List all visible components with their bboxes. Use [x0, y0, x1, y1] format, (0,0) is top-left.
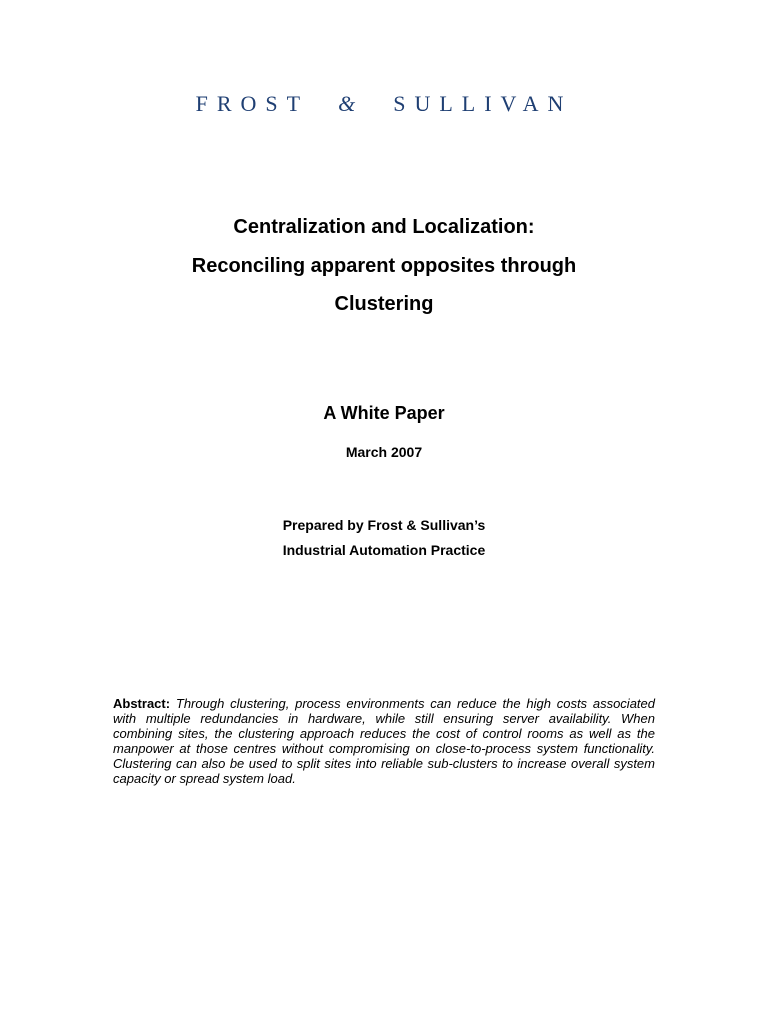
- publication-date: March 2007: [345, 444, 423, 460]
- logo-left-word: FROST: [195, 91, 310, 116]
- title-line-1: Centralization and Localization:: [233, 216, 535, 238]
- logo-ampersand: &: [338, 91, 365, 116]
- frost-sullivan-logo: [0, 90, 768, 118]
- prepared-by-line-2: Industrial Automation Practice: [282, 542, 486, 558]
- abstract-paragraph: [113, 696, 655, 786]
- abstract-label: Abstract:: [113, 696, 171, 711]
- logo-right-word: SULLIVAN: [393, 91, 573, 116]
- title-line-2: Reconciling apparent opposites through: [191, 255, 577, 277]
- title-line-3: Clustering: [334, 293, 434, 315]
- document-type: A White Paper: [323, 403, 445, 423]
- prepared-by-line-1: Prepared by Frost & Sullivan’s: [282, 517, 486, 533]
- abstract-text: Through clustering, process environments can reduce the high costs associated with multiple redundancies in hardware, while still ensuring server availability. When combining sites, the clustering approach reduces the cost of control rooms as well as the manpower at those centres without compromising on close-to-process system functionality. Clustering can also be used to split sites into reliable sub-clusters to increase overall system capacity or spread system load.: [113, 696, 655, 786]
